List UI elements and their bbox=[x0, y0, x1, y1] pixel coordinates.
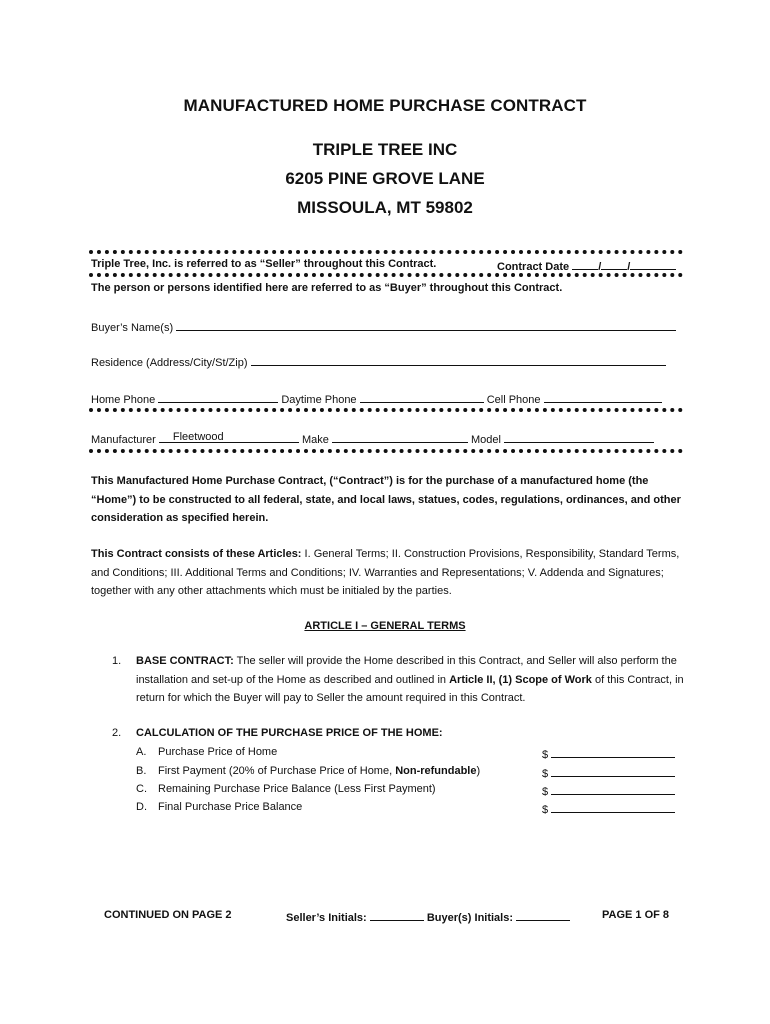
sub-item-text: Purchase Price of Home bbox=[158, 746, 278, 758]
contract-date-year-field[interactable] bbox=[630, 258, 676, 270]
contract-date-month-field[interactable] bbox=[572, 258, 598, 270]
daytime-phone-field[interactable] bbox=[360, 391, 484, 403]
amount-row bbox=[542, 746, 675, 761]
articles-text: I. General Terms; II. Construction Provisions, Responsibility, Standard Terms, and Conditions; III. Additional Terms and Conditions; IV. Warranties and Representations; V. Addenda and Signatures; together with any other attachments which must be initialed by the parties. bbox=[91, 548, 680, 597]
currency-sign: $ bbox=[542, 804, 549, 816]
cell-phone-label: Cell Phone bbox=[486, 394, 541, 406]
cell-phone-field[interactable] bbox=[544, 391, 662, 403]
buyer-initials-field[interactable] bbox=[516, 909, 570, 921]
manufacturer-label: Manufacturer bbox=[91, 434, 156, 446]
buyer-names-row bbox=[91, 319, 676, 334]
intro-paragraph: This Manufactured Home Purchase Contract, (“Contract”) is for the purchase of a manufactured home (the “Home”) to be constructed to all federal, state, and local laws, statues, codes, regulations, ordinances, and other consideration as specified herein. bbox=[91, 475, 681, 524]
item-2-number: 2. bbox=[112, 727, 122, 739]
amount-row bbox=[542, 783, 675, 798]
sub-item-body: First Payment (20% of Purchase Price of Home, bbox=[158, 765, 396, 777]
residence-label: Residence (Address/City/St/Zip) bbox=[91, 357, 248, 369]
dotted-divider bbox=[89, 408, 683, 412]
dotted-divider bbox=[89, 273, 683, 277]
sub-item-tail: ) bbox=[476, 765, 481, 777]
sub-item-letter: A. bbox=[136, 746, 147, 758]
make-field[interactable] bbox=[332, 431, 468, 443]
sub-item-emphasis: Non-refundable bbox=[395, 765, 477, 777]
articles-paragraph bbox=[91, 545, 683, 601]
company-name: TRIPLE TREE INC bbox=[312, 140, 458, 159]
seller-definition-line bbox=[91, 258, 436, 270]
item-1-reference: Article II, (1) Scope of Work bbox=[449, 673, 592, 686]
initials-row bbox=[286, 909, 570, 924]
item-2-lead: CALCULATION OF THE PURCHASE PRICE OF THE HOME: bbox=[136, 727, 443, 739]
item-1-number: 1. bbox=[112, 655, 122, 667]
home-phone-label: Home Phone bbox=[91, 394, 156, 406]
continued-note: CONTINUED ON PAGE 2 bbox=[104, 909, 232, 921]
buyer-names-label: Buyer’s Name(s) bbox=[91, 322, 174, 334]
contract-date-label: Contract Date bbox=[497, 261, 570, 273]
make-label: Make bbox=[301, 434, 329, 446]
manufacturer-value: Fleetwood bbox=[172, 431, 224, 443]
contract-date-day-field[interactable] bbox=[601, 258, 627, 270]
page-number: PAGE 1 OF 8 bbox=[602, 909, 670, 921]
date-separator: / bbox=[627, 261, 631, 273]
currency-sign: $ bbox=[542, 786, 549, 798]
daytime-phone-label: Daytime Phone bbox=[281, 394, 357, 406]
buyer-names-field[interactable] bbox=[176, 319, 676, 331]
phone-row bbox=[91, 391, 662, 406]
home-phone-field[interactable] bbox=[158, 391, 278, 403]
residence-row bbox=[91, 354, 666, 369]
seller-initials-label: Seller’s Initials: bbox=[286, 912, 367, 924]
first-payment-field[interactable] bbox=[551, 765, 675, 777]
manufacturer-field[interactable] bbox=[159, 431, 299, 443]
dotted-divider bbox=[89, 250, 683, 254]
home-details-row bbox=[91, 431, 654, 446]
item-1-body: The seller will provide the Home described in this Contract, and Seller will also perform the installation and set-up of the Home as described and outlined in bbox=[136, 655, 677, 686]
articles-lead: This Contract consists of these Articles: bbox=[91, 548, 302, 560]
buyer-initials-label: Buyer(s) Initials: bbox=[426, 912, 514, 924]
item-1-body-end: of this Contract, in return for which the Buyer will pay to Seller the amount required in this Contract. bbox=[136, 673, 684, 704]
final-balance-field[interactable] bbox=[551, 801, 675, 813]
dotted-divider bbox=[89, 449, 683, 453]
item-1-text bbox=[136, 652, 684, 708]
buyer-definition-line: The person or persons identified here are referred to as “Buyer” throughout this Contract. bbox=[91, 282, 563, 294]
currency-sign: $ bbox=[542, 768, 549, 780]
sub-item-text: Remaining Purchase Price Balance (Less First Payment) bbox=[158, 783, 436, 795]
document-title: MANUFACTURED HOME PURCHASE CONTRACT bbox=[183, 96, 587, 115]
model-label: Model bbox=[470, 434, 501, 446]
sub-item-letter: B. bbox=[136, 765, 147, 777]
seller-initials-field[interactable] bbox=[370, 909, 424, 921]
date-separator: / bbox=[598, 261, 602, 273]
currency-sign: $ bbox=[542, 749, 549, 761]
company-street: 6205 PINE GROVE LANE bbox=[285, 169, 485, 188]
item-1-lead: BASE CONTRACT: bbox=[136, 655, 234, 667]
contract-date bbox=[497, 258, 676, 273]
article-1-heading: ARTICLE I – GENERAL TERMS bbox=[304, 620, 466, 632]
sub-item-letter: C. bbox=[136, 783, 147, 795]
amount-row bbox=[542, 801, 675, 816]
sub-item-text: Final Purchase Price Balance bbox=[158, 801, 303, 813]
seller-definition-text: Triple Tree, Inc. is referred to as “Seller” throughout this Contract. bbox=[91, 258, 437, 270]
purchase-price-field[interactable] bbox=[551, 746, 675, 758]
sub-item-text bbox=[158, 765, 480, 777]
residence-field[interactable] bbox=[251, 354, 666, 366]
remaining-balance-field[interactable] bbox=[551, 783, 675, 795]
company-city: MISSOULA, MT 59802 bbox=[297, 198, 473, 217]
model-field[interactable] bbox=[504, 431, 654, 443]
sub-item-letter: D. bbox=[136, 801, 147, 813]
amount-row bbox=[542, 765, 675, 780]
